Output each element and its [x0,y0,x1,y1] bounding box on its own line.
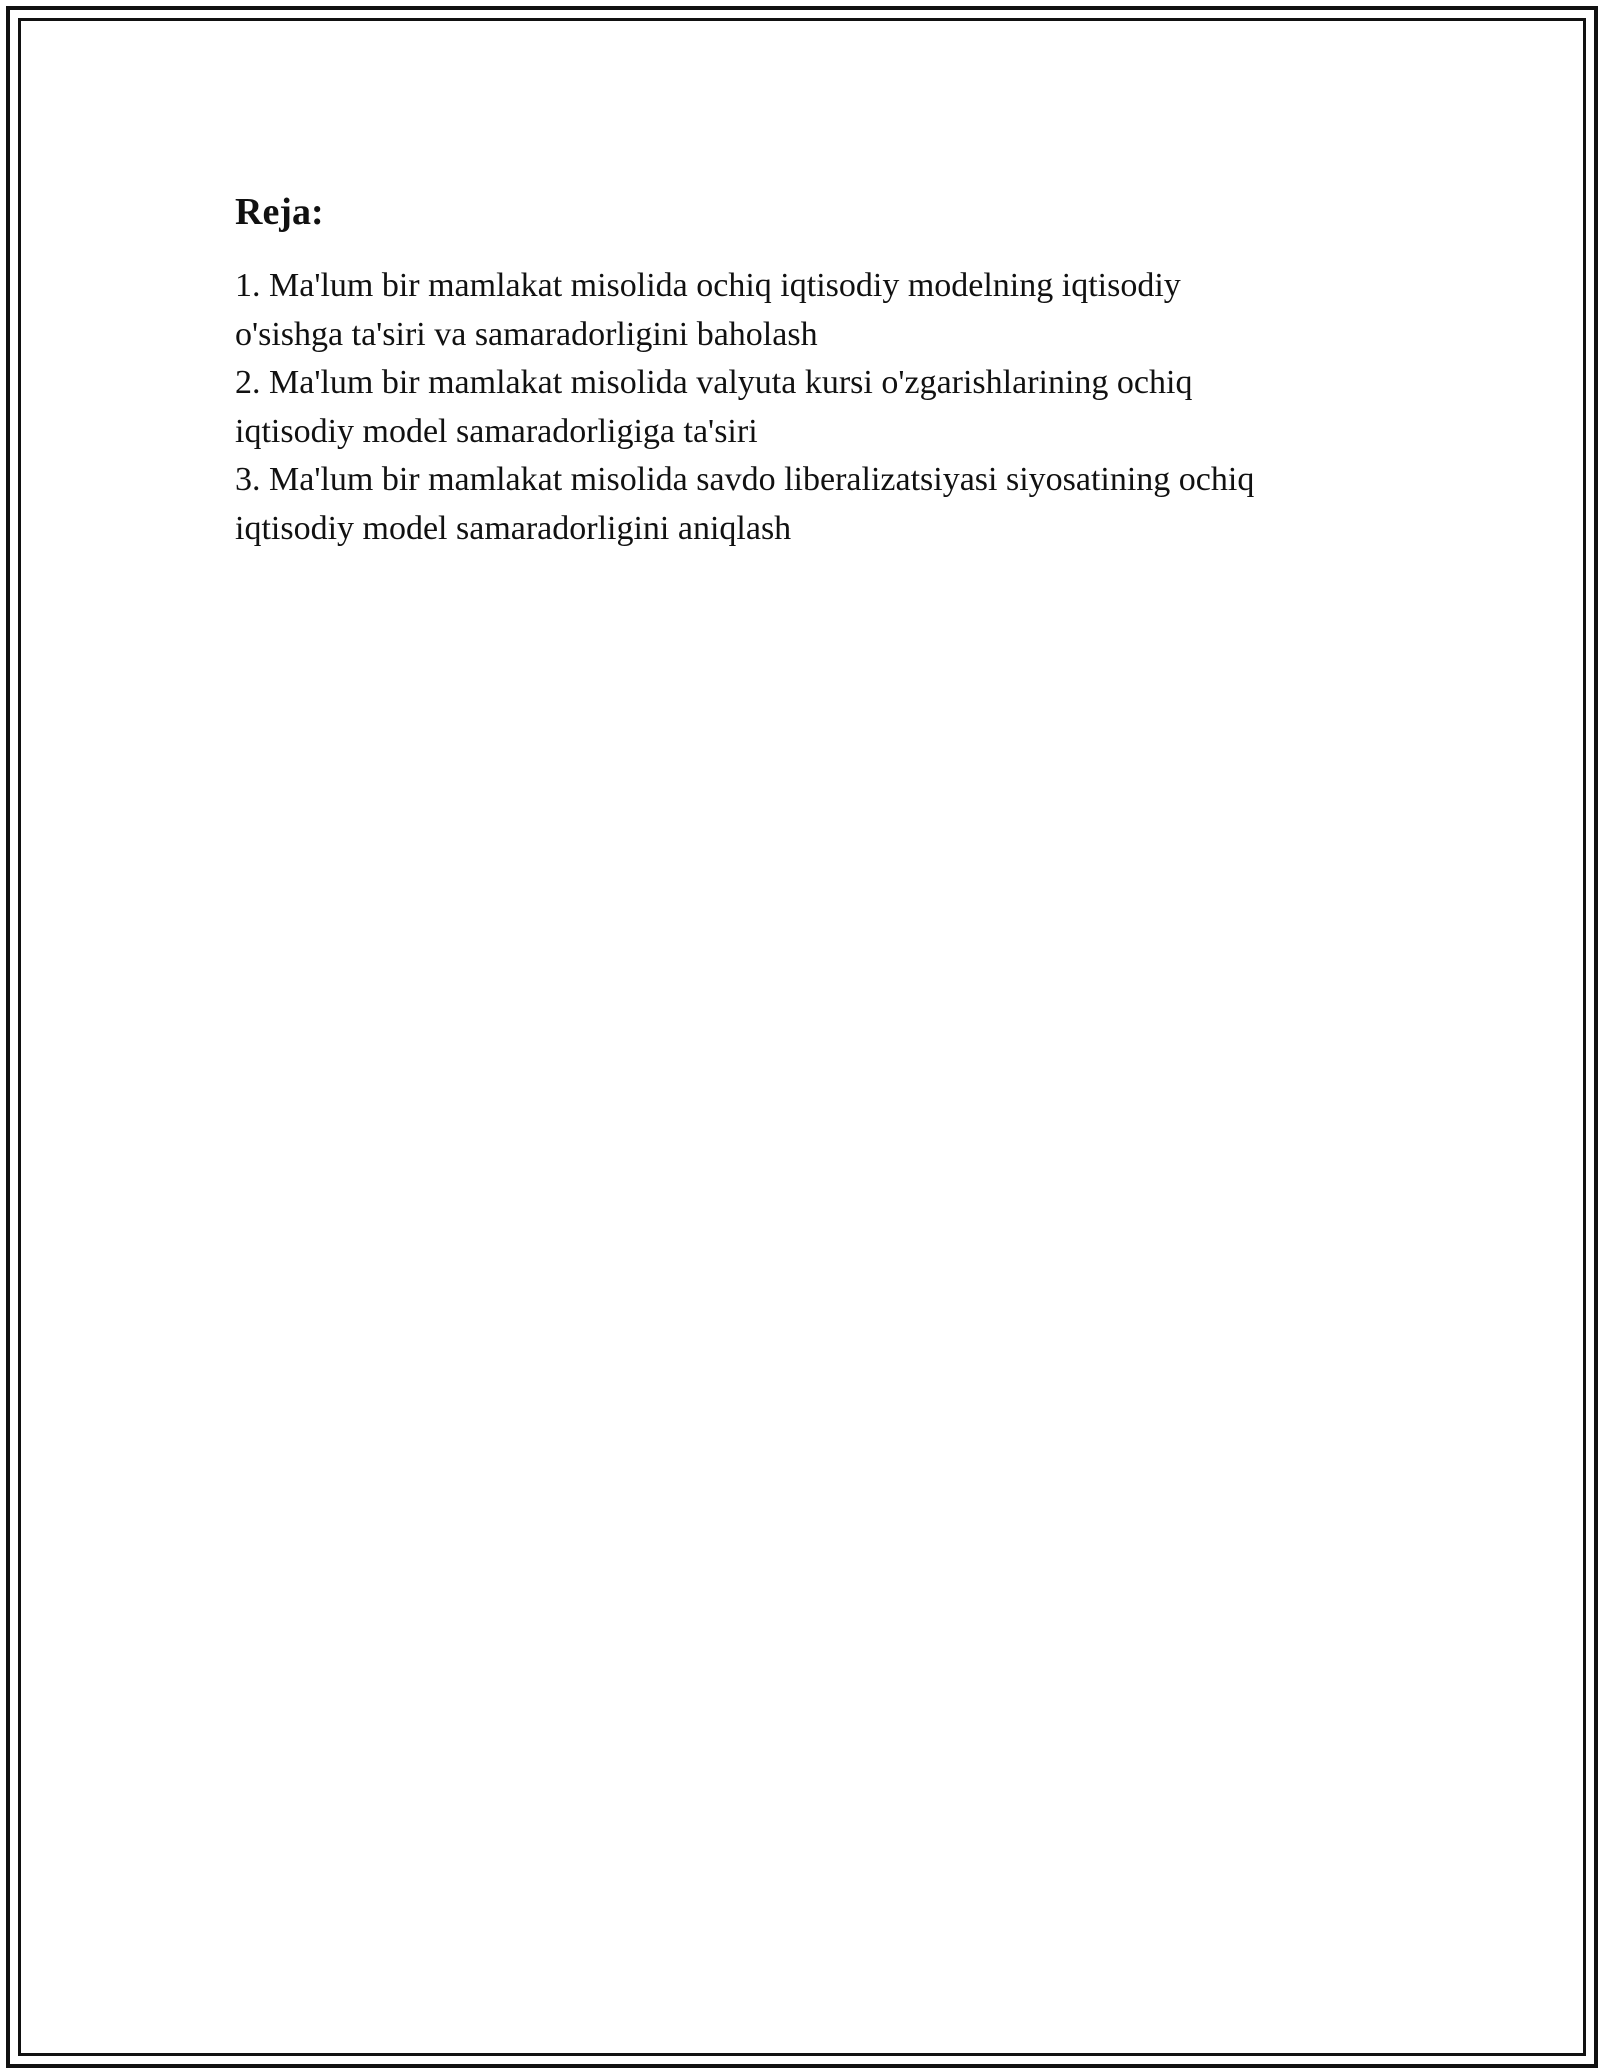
plan-item-2 [235,359,1395,456]
plan-item-1-line-2: o'sishga ta'siri va samaradorligini baholash [235,315,818,353]
plan-item-2-line-1: 2. Ma'lum bir mamlakat misolida valyuta kursi o'zgarishlarining ochiq [235,364,1193,401]
document-body [235,188,1395,553]
plan-item-3 [235,456,1395,553]
plan-item-1 [235,262,1395,359]
plan-item-3-line-1: 3. Ma'lum bir mamlakat misolida savdo liberalizatsiyasi siyosatining ochiq [235,461,1255,498]
plan-item-2-line-2: iqtisodiy model samaradorligiga ta'siri [235,412,758,450]
plan-list [235,262,1395,553]
plan-heading: Reja: [235,191,324,233]
plan-item-3-line-2: iqtisodiy model samaradorligini aniqlash [235,509,792,547]
plan-item-1-line-1: 1. Ma'lum bir mamlakat misolida ochiq iqtisodiy modelning iqtisodiy [235,267,1181,304]
